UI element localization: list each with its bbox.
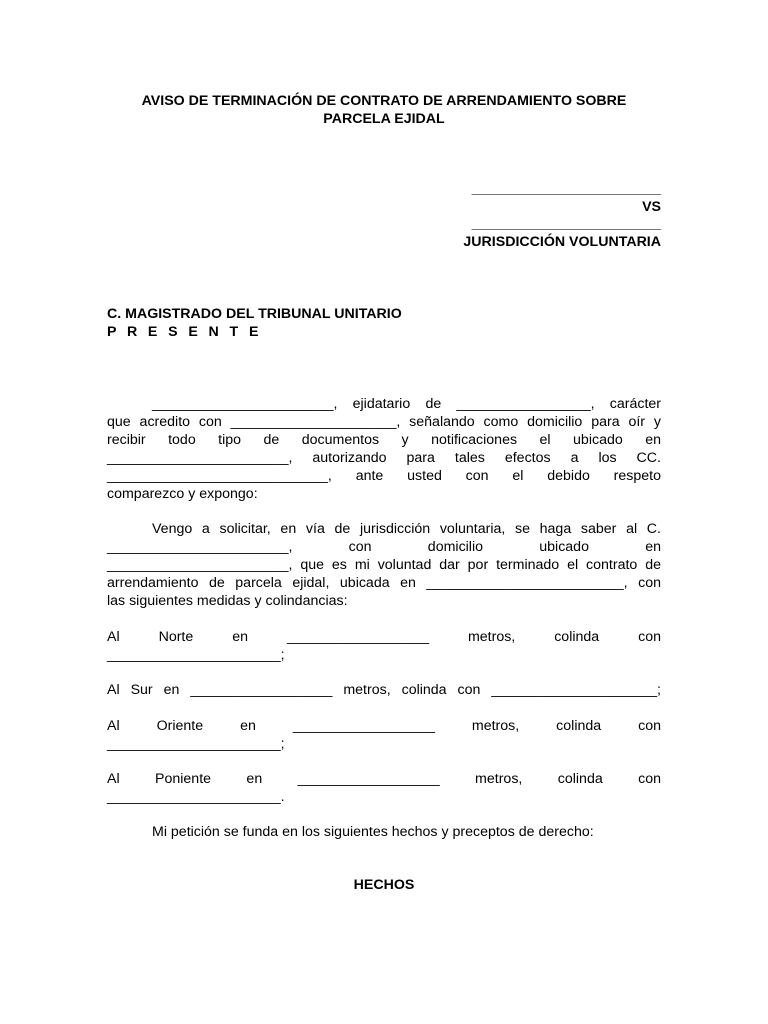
paragraph-line: Al Poniente en __________________ metros, colinda con (107, 771, 661, 787)
addressee-line-1: C. MAGISTRADO DEL TRIBUNAL UNITARIO (107, 306, 402, 322)
paragraph-line: las siguientes medidas y colindancias: (107, 593, 348, 609)
paragraph-line: ______________________. (107, 789, 285, 805)
boundary-west (107, 770, 661, 806)
paragraph-line: _______________________, autorizando para tales efectos a los CC. (107, 450, 661, 466)
paragraph-line: Mi petición se funda en los siguientes hechos y preceptos de derecho: (152, 824, 594, 840)
title-line-1: AVISO DE TERMINACIÓN DE CONTRATO DE ARRENDAMIENTO SOBRE (141, 93, 627, 109)
paragraph-line: Al Oriente en __________________ metros, colinda con (107, 718, 661, 734)
petition-paragraph (107, 823, 661, 841)
caption-party-1: ________________________ (471, 181, 661, 197)
intro-paragraph (107, 395, 661, 503)
paragraph-line: recibir todo tipo de documentos y notificaciones el ubicado en (107, 432, 661, 448)
paragraph-line: _______________________, que es mi voluntad dar por terminado el contrato de (107, 557, 661, 573)
case-caption (420, 181, 661, 252)
paragraph-line: Vengo a solicitar, en vía de jurisdicción voluntaria, se haga saber al C. (152, 521, 661, 537)
caption-vs: VS (642, 198, 661, 215)
paragraph-line: ______________________; (107, 736, 285, 752)
paragraph-line: que acredito con _____________________, señalando como domicilio para oír y (107, 414, 661, 430)
document-title (107, 92, 661, 128)
paragraph-line: ______________________; (107, 647, 285, 663)
boundary-east (107, 717, 661, 753)
paragraph-line: Al Norte en __________________ metros, colinda con (107, 629, 661, 645)
request-paragraph (107, 520, 661, 610)
paragraph-line: Al Sur en __________________ metros, colinda con _____________________; (107, 682, 661, 698)
paragraph-line: ____________________________, ante usted con el debido respeto (107, 468, 661, 484)
caption-party-2: ________________________ (471, 216, 661, 233)
addressee (107, 305, 402, 341)
paragraph-line: _______________________, con domicilio ubicado en (107, 539, 661, 555)
boundary-south (107, 681, 661, 699)
title-line-2: PARCELA EJIDAL (323, 111, 445, 127)
paragraph-line: arrendamiento de parcela ejidal, ubicada en _________________________, con (107, 575, 661, 591)
boundary-north (107, 628, 661, 664)
caption-proceeding: JURISDICCIÓN VOLUNTARIA (463, 234, 661, 251)
paragraph-line: _______________________, ejidatario de _________________, carácter (152, 396, 661, 412)
paragraph-line: comparezco y expongo: (107, 486, 258, 502)
facts-heading: HECHOS (353, 877, 415, 893)
addressee-line-2: P R E S E N T E (107, 324, 262, 340)
